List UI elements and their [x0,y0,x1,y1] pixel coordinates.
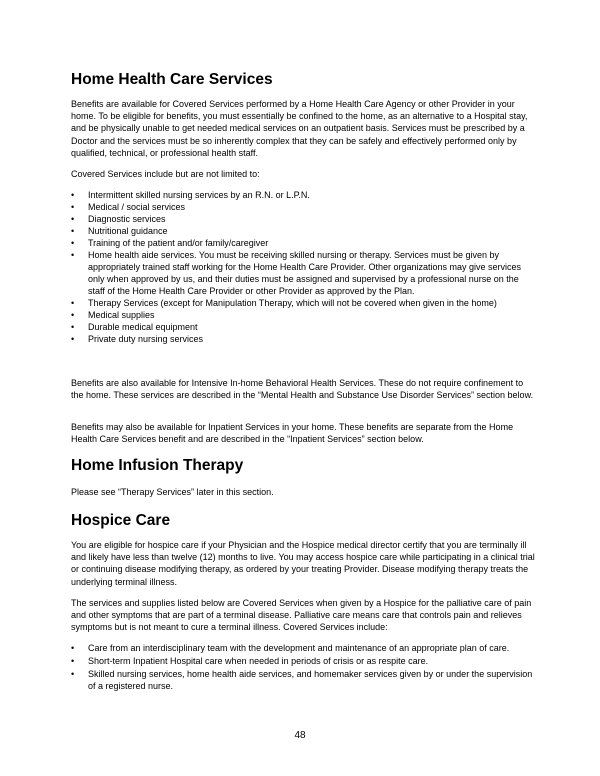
list-item: • Diagnostic services [71,214,166,224]
bullet-icon: • [71,310,75,320]
hospice-services-paragraph: The services and supplies listed below are Covered Services when given by a Hospice for the palliative care of pain and other symptoms that are part of a terminal disease. Palliative care means care that controls pain and relieves symptoms but is not meant to cure a terminal illness. Covered Services include: [71,598,532,633]
hospice-intro: You are eligible for hospice care if your Physician and the Hospice medical director certify that you are terminally ill and likely have less than twelve (12) months to live. You may access hospice care while participating in a clinical trial or continuing disease modifying therapy, as ordered by your treating Provider. Disease modifying therapy treats the underlying terminal illness. [71,540,535,587]
bullet-icon: • [71,214,75,224]
bullet-icon: • [71,334,75,344]
list-item: • Short-term Inpatient Hospital care when needed in periods of crisis or as respite care. [71,656,429,666]
inpatient-paragraph: Benefits may also be available for Inpatient Services in your home. These benefits are separate from the Home Health Care Services benefit and are described in the “Inpatient Services” section below. [71,422,514,445]
list-item: • Care from an interdisciplinary team with the development and maintenance of an appropriate plan of care. [71,643,510,653]
bullet-icon: • [71,322,75,332]
hospice-list [71,642,536,692]
bullet-icon: • [71,238,75,248]
home-infusion-text: Please see “Therapy Services” later in this section. [71,487,274,497]
bullet-icon: • [71,643,75,653]
heading-home-health-care: Home Health Care Services [71,71,273,88]
list-item: • Durable medical equipment [71,322,198,332]
list-item: • Training of the patient and/or family/caregiver [71,238,269,248]
bullet-icon: • [71,226,75,236]
bullet-icon: • [71,250,75,260]
bullet-icon: • [71,669,75,679]
covered-services-intro: Covered Services include but are not limited to: [71,169,260,179]
list-item: • Medical / social services [71,202,186,212]
bullet-icon: • [71,202,75,212]
list-item: • Intermittent skilled nursing services by an R.N. or L.P.N. [71,190,310,200]
list-item: • Home health aide services. You must be receiving skilled nursing or therapy. Services must be given by appropriately trained staff working for the Home Health Care Provider. Other organizations may give services only when approved by us, and their duties must be assigned and supervised by a professional nurse on the staff of the Home Health Care Provider or other Provider as approved by the Plan. [71,250,522,296]
list-item: • Nutritional guidance [71,226,168,236]
bullet-icon: • [71,190,75,200]
home-health-list [71,189,536,345]
list-item: • Therapy Services (except for Manipulation Therapy, which will not be covered when given in the home) [71,298,497,308]
home-health-intro: Benefits are available for Covered Services performed by a Home Health Care Agency or other Provider in your home. To be eligible for benefits, you must essentially be confined to the home, as an alternative to a Hospital stay, and be physically unable to get needed medical services on an outpatient basis. Services must be prescribed by a Doctor and the services must be so inherently complex that they can be safely and effectively performed only by qualified, technical, or professional health staff. [71,99,528,158]
heading-home-infusion-therapy: Home Infusion Therapy [71,457,244,474]
list-item: • Skilled nursing services, home health aide services, and homemaker services given by or under the supervision of a registered nurse. [71,669,533,691]
heading-hospice-care: Hospice Care [71,512,171,529]
list-item: • Medical supplies [71,310,155,320]
bullet-icon: • [71,656,75,666]
behavioral-health-paragraph: Benefits are also available for Intensive In-home Behavioral Health Services. These do not require confinement to the home. These services are described in the “Mental Health and Substance Use Disorder Services” section below. [71,378,534,401]
bullet-icon: • [71,298,75,308]
page-number: 48 [294,730,306,741]
list-item: • Private duty nursing services [71,334,204,344]
